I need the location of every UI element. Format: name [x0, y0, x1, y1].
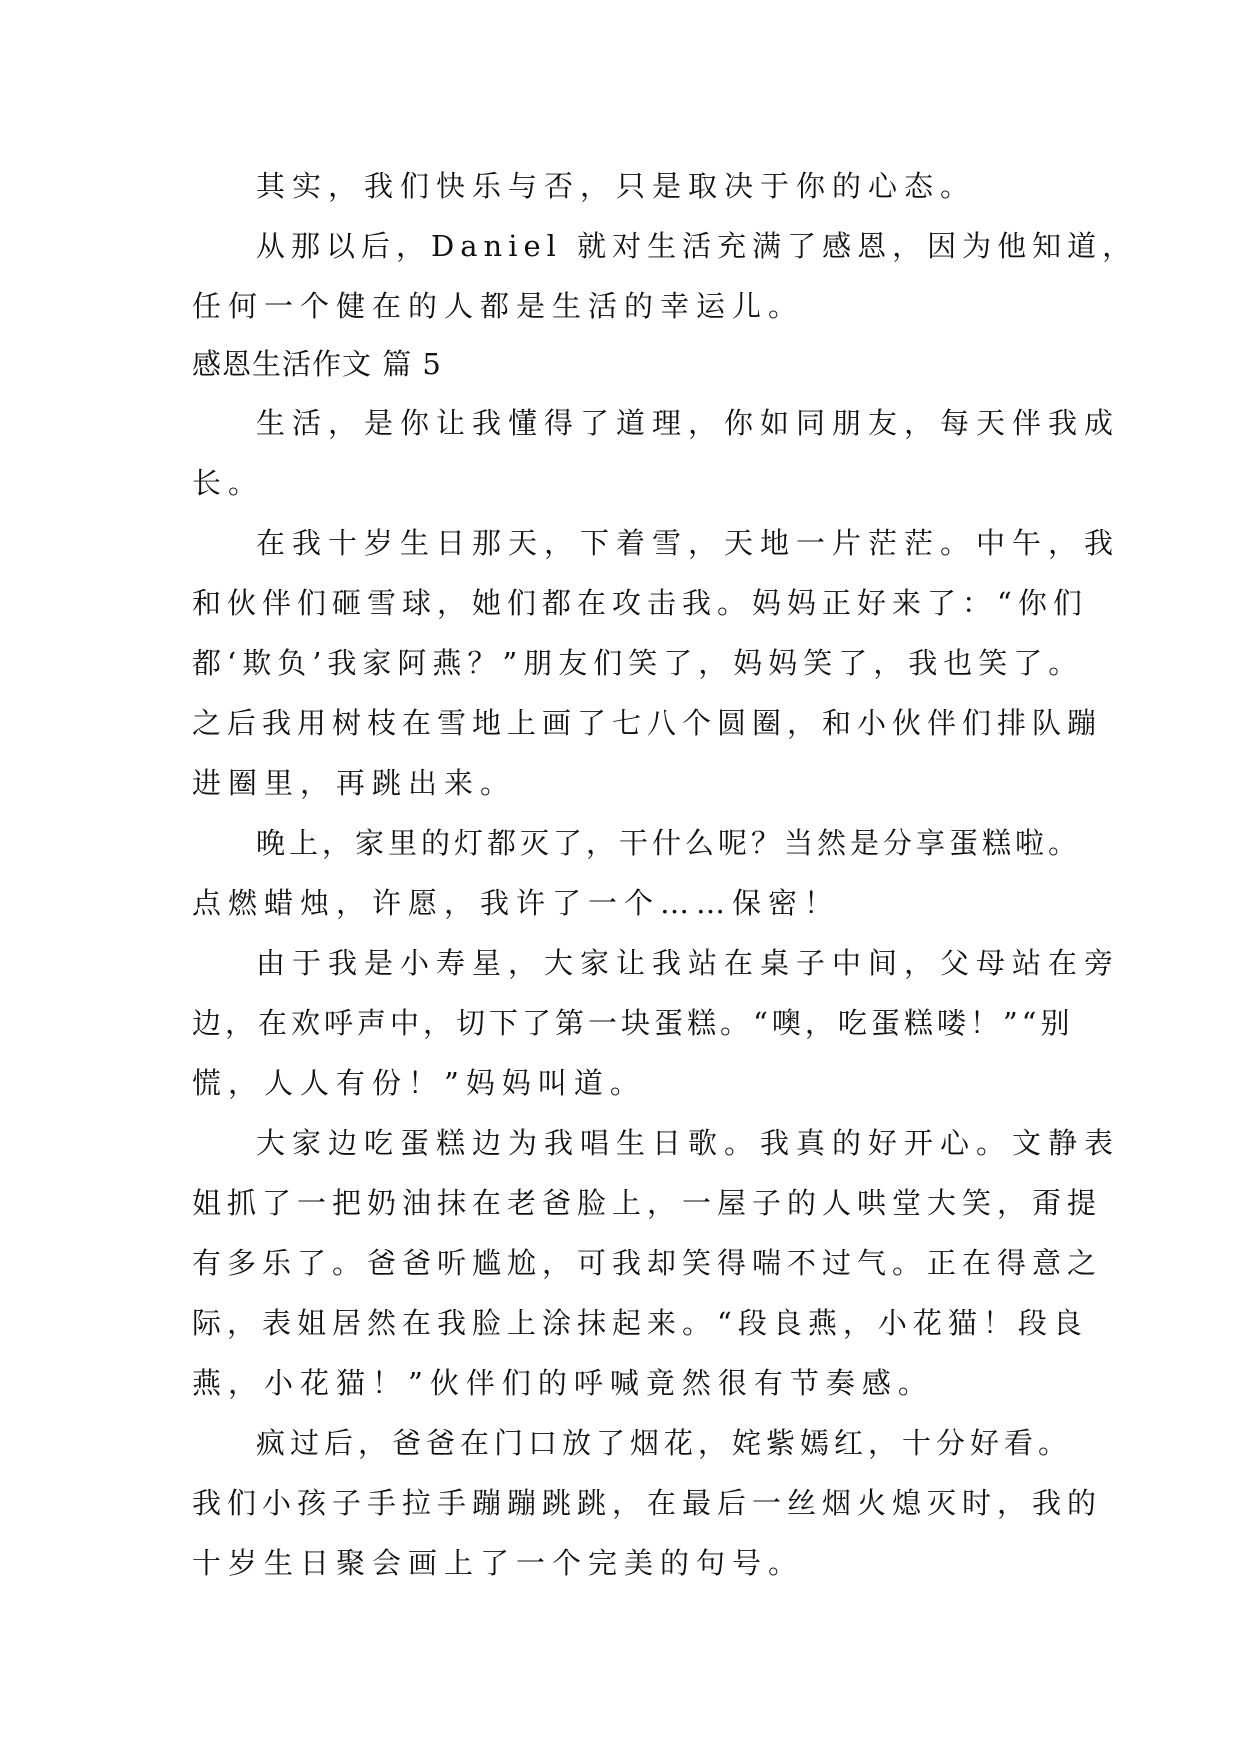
paragraph-line: 点燃蜡烛，许愿，我许了一个……保密！: [192, 886, 841, 920]
paragraph-line: 有多乐了。爸爸听尴尬，可我却笑得喘不过气。正在得意之: [192, 1246, 1103, 1280]
paragraph-line: 生活，是你让我懂得了道理，你如同朋友，每天伴我成: [256, 406, 1121, 440]
paragraph-line: 和伙伴们砸雪球，她们都在攻击我。妈妈正好来了：“你们: [192, 586, 1088, 620]
paragraph-line: 进圈里，再跳出来。: [192, 766, 517, 800]
paragraph-line: 由于我是小寿星，大家让我站在桌子中间，父母站在旁: [256, 946, 1121, 980]
paragraph-line: 其实，我们快乐与否，只是取决于你的心态。: [256, 169, 977, 203]
paragraph-line: 疯过后，爸爸在门口放了烟花，姹紫嫣红，十分好看。: [256, 1426, 1073, 1460]
paragraph-line: 从那以后，Daniel 就对生活充满了感恩，因为他知道，: [256, 229, 1138, 263]
paragraph-line: 在我十岁生日那天，下着雪，天地一片茫茫。中午，我: [256, 526, 1121, 560]
paragraph-line: 之后我用树枝在雪地上画了七八个圆圈，和小伙伴们排队蹦: [192, 706, 1103, 740]
section-heading: 感恩生活作文 篇 5: [192, 347, 442, 381]
paragraph-line: 十岁生日聚会画上了一个完美的句号。: [192, 1546, 805, 1580]
paragraph-line: 际，表姐居然在我脸上涂抹起来。“段良燕，小花猫！段良: [192, 1306, 1088, 1340]
paragraph-line: 长。: [192, 466, 265, 500]
paragraph-line: 边，在欢呼声中，切下了第一块蛋糕。“噢，吃蛋糕喽！”“别: [192, 1006, 1074, 1040]
paragraph-line: 任何一个健在的人都是生活的幸运儿。: [192, 289, 805, 323]
paragraph-line: 晚上，家里的灯都灭了，干什么呢？当然是分享蛋糕啦。: [256, 826, 1082, 860]
paragraph-line: 慌，人人有份！”妈妈叫道。: [192, 1066, 646, 1100]
paragraph-line: 姐抓了一把奶油抹在老爸脸上，一屋子的人哄堂大笑，甭提: [192, 1186, 1103, 1220]
paragraph-line: 燕，小花猫！”伙伴们的呼喊竟然很有节奏感。: [192, 1366, 934, 1400]
paragraph-line: 我们小孩子手拉手蹦蹦跳跳，在最后一丝烟火熄灭时，我的: [192, 1486, 1103, 1520]
paragraph-line: 大家边吃蛋糕边为我唱生日歌。我真的好开心。文静表: [256, 1126, 1121, 1160]
paragraph-line: 都‘欺负’我家阿燕？”朋友们笑了，妈妈笑了，我也笑了。: [192, 646, 1084, 680]
